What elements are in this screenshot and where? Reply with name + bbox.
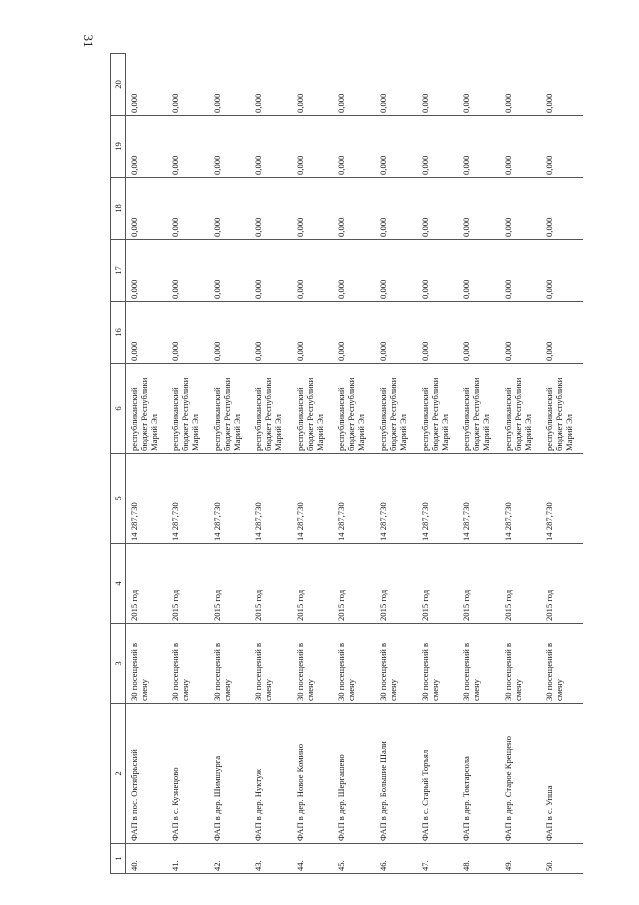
year: 2015 год [458,544,500,624]
cost: 14 287,730 [417,454,459,544]
cost: 14 287,730 [209,454,251,544]
table-row [417,54,459,874]
header-cell: 18 [111,178,126,240]
funding-source: республиканский бюджет Республики Марий Эл [126,364,168,454]
facility-name: ФАП в пос. Октябрьский [126,704,168,844]
year: 2015 год [417,544,459,624]
value-col19: 0,000 [126,116,168,178]
value-col18: 0,000 [209,178,251,240]
capacity: 30 посещений в смену [167,624,209,704]
value-col18: 0,000 [500,178,542,240]
value-col16: 0,000 [126,302,168,364]
facility-name: ФАП в дер. Токтарсола [458,704,500,844]
funding-source: республиканский бюджет Республики Марий Эл [458,364,500,454]
header-cell: 17 [111,240,126,302]
value-col19: 0,000 [292,116,334,178]
capacity: 30 посещений в смену [333,624,375,704]
value-col17: 0,000 [500,240,542,302]
row-number: 50. [541,844,583,874]
value-col20: 0,000 [167,54,209,116]
facility-name: ФАП в дер. Новое Комино [292,704,334,844]
header-cell: 1 [111,844,126,874]
header-cell: 6 [111,364,126,454]
row-number: 41. [167,844,209,874]
value-col16: 0,000 [541,302,583,364]
value-col16: 0,000 [417,302,459,364]
table-row [541,54,583,874]
value-col16: 0,000 [500,302,542,364]
row-number: 48. [458,844,500,874]
table-body [126,54,584,874]
row-number: 49. [500,844,542,874]
row-number: 42. [209,844,251,874]
table-row [209,54,251,874]
value-col16: 0,000 [375,302,417,364]
value-col20: 0,000 [126,54,168,116]
value-col17: 0,000 [250,240,292,302]
value-col19: 0,000 [333,116,375,178]
page-number: 31 [81,34,96,48]
row-number: 44. [292,844,334,874]
value-col19: 0,000 [209,116,251,178]
value-col20: 0,000 [500,54,542,116]
value-col19: 0,000 [375,116,417,178]
cost: 14 287,730 [541,454,583,544]
facility-name: ФАП в с. Кузнецово [167,704,209,844]
capacity: 30 посещений в смену [250,624,292,704]
value-col16: 0,000 [333,302,375,364]
value-col18: 0,000 [250,178,292,240]
capacity: 30 посещений в смену [500,624,542,704]
year: 2015 год [250,544,292,624]
value-col18: 0,000 [417,178,459,240]
value-col17: 0,000 [417,240,459,302]
value-col18: 0,000 [167,178,209,240]
year: 2015 год [333,544,375,624]
value-col20: 0,000 [250,54,292,116]
funding-source: республиканский бюджет Республики Марий Эл [292,364,334,454]
row-number: 40. [126,844,168,874]
value-col19: 0,000 [541,116,583,178]
value-col20: 0,000 [541,54,583,116]
capacity: 30 посещений в смену [209,624,251,704]
funding-source: республиканский бюджет Республики Марий Эл [541,364,583,454]
value-col19: 0,000 [458,116,500,178]
cost: 14 287,730 [167,454,209,544]
funding-source: республиканский бюджет Республики Марий Эл [375,364,417,454]
rotated-table-container [110,54,575,874]
header-cell: 16 [111,302,126,364]
table-row [458,54,500,874]
value-col20: 0,000 [292,54,334,116]
year: 2015 год [500,544,542,624]
facility-name: ФАП в с. Упша [541,704,583,844]
value-col19: 0,000 [167,116,209,178]
cost: 14 287,730 [292,454,334,544]
capacity: 30 посещений в смену [541,624,583,704]
year: 2015 год [292,544,334,624]
value-col16: 0,000 [458,302,500,364]
funding-source: республиканский бюджет Республики Марий Эл [500,364,542,454]
header-cell: 2 [111,704,126,844]
funding-source: республиканский бюджет Республики Марий Эл [167,364,209,454]
value-col16: 0,000 [292,302,334,364]
facility-name: ФАП в дер. Нуктуж [250,704,292,844]
header-cell: 20 [111,54,126,116]
value-col17: 0,000 [458,240,500,302]
cost: 14 287,730 [126,454,168,544]
value-col17: 0,000 [126,240,168,302]
capacity: 30 посещений в смену [375,624,417,704]
year: 2015 год [126,544,168,624]
facility-name: ФАП в дер. Старое Крещено [500,704,542,844]
value-col17: 0,000 [375,240,417,302]
value-col18: 0,000 [126,178,168,240]
value-col20: 0,000 [375,54,417,116]
value-col16: 0,000 [167,302,209,364]
value-col18: 0,000 [458,178,500,240]
cost: 14 287,730 [500,454,542,544]
year: 2015 год [167,544,209,624]
capacity: 30 посещений в смену [126,624,168,704]
funding-source: республиканский бюджет Республики Марий Эл [250,364,292,454]
value-col18: 0,000 [541,178,583,240]
value-col16: 0,000 [250,302,292,364]
value-col17: 0,000 [167,240,209,302]
header-cell: 5 [111,454,126,544]
table-row [292,54,334,874]
value-col20: 0,000 [209,54,251,116]
value-col17: 0,000 [333,240,375,302]
value-col19: 0,000 [500,116,542,178]
value-col17: 0,000 [292,240,334,302]
cost: 14 287,730 [333,454,375,544]
value-col20: 0,000 [333,54,375,116]
header-row [111,54,126,874]
table-row [375,54,417,874]
header-cell: 19 [111,116,126,178]
row-number: 43. [250,844,292,874]
facility-name: ФАП в дер. Большие Шали [375,704,417,844]
value-col19: 0,000 [250,116,292,178]
year: 2015 год [541,544,583,624]
table-row [167,54,209,874]
cost: 14 287,730 [375,454,417,544]
table-row [500,54,542,874]
header-cell: 4 [111,544,126,624]
row-number: 47. [417,844,459,874]
table-row [126,54,168,874]
value-col17: 0,000 [209,240,251,302]
cost: 14 287,730 [458,454,500,544]
capacity: 30 посещений в смену [292,624,334,704]
value-col18: 0,000 [333,178,375,240]
capacity: 30 посещений в смену [458,624,500,704]
funding-source: республиканский бюджет Республики Марий Эл [417,364,459,454]
value-col18: 0,000 [375,178,417,240]
value-col20: 0,000 [458,54,500,116]
year: 2015 год [375,544,417,624]
table-row [333,54,375,874]
value-col16: 0,000 [209,302,251,364]
value-col20: 0,000 [417,54,459,116]
funding-source: республиканский бюджет Республики Марий Эл [209,364,251,454]
funding-source: республиканский бюджет Республики Марий Эл [333,364,375,454]
row-number: 46. [375,844,417,874]
year: 2015 год [209,544,251,624]
cost: 14 287,730 [250,454,292,544]
table-row [250,54,292,874]
value-col19: 0,000 [417,116,459,178]
row-number: 45. [333,844,375,874]
capacity: 30 посещений в смену [417,624,459,704]
facility-name: ФАП в дер. Шимшурга [209,704,251,844]
data-table [110,53,583,874]
header-cell: 3 [111,624,126,704]
facility-name: ФАП в дер. Шергашево [333,704,375,844]
facility-name: ФАП в с. Старый Торъял [417,704,459,844]
value-col18: 0,000 [292,178,334,240]
value-col17: 0,000 [541,240,583,302]
